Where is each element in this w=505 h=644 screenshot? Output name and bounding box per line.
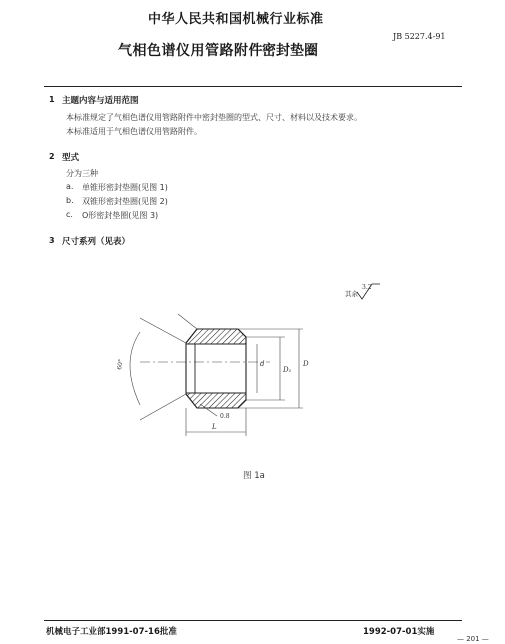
page-number: — 201 — — [457, 635, 489, 643]
dim-d1-label: D₁ — [283, 366, 292, 374]
angle-extension-top — [140, 318, 186, 343]
section-2-number: 2 — [49, 152, 55, 161]
section-1-paragraph-1: 本标准规定了气相色谱仪用管路附件中密封垫圈的型式、尺寸、材料以及技术要求。 — [66, 113, 362, 122]
angle-extension-bottom — [140, 394, 186, 420]
section-3-number: 3 — [49, 236, 55, 245]
section-2-item-b-text: 双锥形密封垫圈(见图 2) — [82, 197, 168, 206]
top-wall-section — [186, 329, 246, 344]
standard-number: JB 5227.4-91 — [393, 32, 446, 41]
implementation-date: 1992-07-01实施 — [363, 627, 435, 637]
roughness-note-label: 其余 — [345, 290, 358, 298]
document-title: 气相色谱仪用管路附件 — [118, 43, 263, 59]
footer-rule — [44, 620, 462, 621]
dim-big-d-label: D — [303, 360, 309, 368]
section-1-title: 主题内容与适用范围 — [62, 96, 139, 106]
section-2-title: 型式 — [62, 153, 80, 163]
angle-extension-top-right — [178, 314, 197, 329]
roughness-value: 3.2 — [362, 284, 372, 291]
chamfer-dimension: 0.8 — [220, 413, 230, 420]
approval-date: 机械电子工业部1991-07-16批准 — [46, 627, 177, 637]
angle-arc — [130, 332, 140, 405]
dim-l-label: L — [212, 423, 217, 431]
bottom-wall-section — [186, 393, 246, 408]
dim-d-label: d — [260, 360, 265, 368]
standard-org-title: 中华人民共和国机械行业标准 — [148, 12, 324, 27]
figure-label: 图 1a — [243, 471, 265, 481]
document-subtitle: 密封垫圈 — [262, 43, 318, 59]
section-2-item-b-marker: b. — [66, 196, 74, 205]
section-2-item-c-marker: c. — [66, 210, 73, 219]
section-1-number: 1 — [49, 95, 55, 104]
section-1-paragraph-2: 本标准适用于气相色谱仪用管路附件。 — [66, 127, 202, 136]
section-2-item-a-marker: a. — [66, 182, 74, 191]
section-3-title: 尺寸系列（见表） — [62, 237, 131, 247]
section-2-item-a-text: 单锥形密封垫圈(见图 1) — [82, 183, 168, 192]
section-2-item-c-text: O形密封垫圈(见图 3) — [82, 211, 159, 220]
section-2-intro: 分为三种 — [66, 169, 98, 178]
angle-dimension: 60° — [116, 358, 125, 371]
